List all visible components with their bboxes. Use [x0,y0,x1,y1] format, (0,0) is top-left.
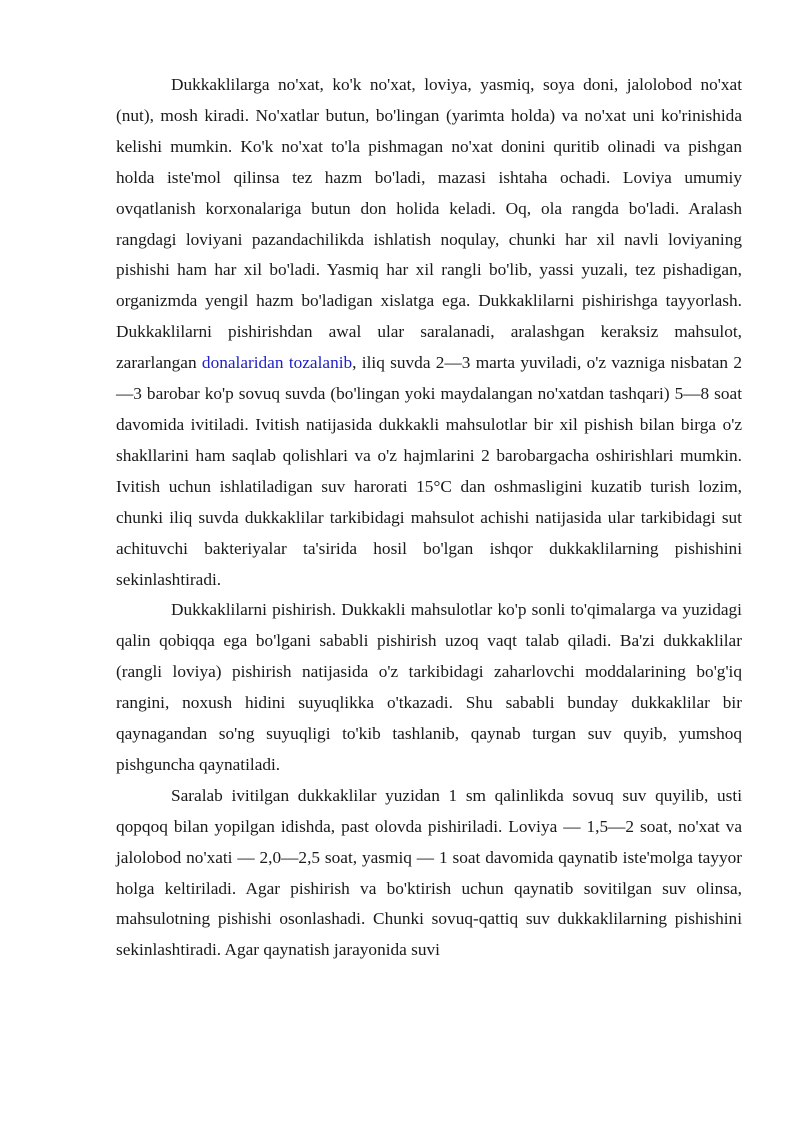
document-page [116,70,742,966]
hyperlink[interactable]: donalaridan tozalanib [201,353,353,373]
paragraph-legumes-cooking: Dukkaklilarni pishirish. Dukkakli mahsulotlar ko'p sonli to'qimalarga va yuzidagi qalin qobiqqa ega bo'lgani sababli pishirish uzoq vaqt talab qiladi. Ba'zi dukkaklilar (rangli loviya) pishirish natijasida o'z tarkibidagi zaharlovchi moddalarining bo'g'iq rangini, noxush hidini suyuqlikka o'tkazadi. Shu sababli bunday dukkaklilar bir qaynagandan so'ng suyuqligi to'kib tashlanib, qaynab turgan suv quyib, yumshoq pishguncha qaynatiladi. [116,600,742,774]
paragraph-cooking-times: Saralab ivitilgan dukkaklilar yuzidan 1 sm qalinlikda sovuq suv quyilib, usti qopqoq bilan yopilgan idishda, past olovda pishiriladi. Loviya — 1,5—2 soat, no'xat va jalolobod no'xati — 2,0—2,5 soat, yasmiq — 1 soat davomida qaynatib iste'molga tayyor holga keltiriladi. Agar pishirish va bo'ktirish uchun qaynatib sovitilgan suv olinsa, mahsulotning pishishi osonlashadi. Chunki sovuq-qattiq suv dukkaklilarning pishishini sekinlashtiradi. Agar qaynatish jarayonida suvi [116,785,742,960]
paragraph-text: Dukkaklilarga no'xat, ko'k no'xat, loviya, yasmiq, soya doni, jalolobod no'xat (nut), mosh kiradi. No'xatlar butun, bo'lingan (yarimta holda) va no'xat uni ko'rinishida kelishi mumkin. Ko'k no'xat to'la pishmagan no'xat donini quritib olinadi va pishgan holda iste'mol qilinsa tez hazm bo'ladi, mazasi ishtaha ochadi. Loviya umumiy ovqatlanish korxonalariga butun don holida keladi. Oq, ola rangda bo'ladi. Aralash rangdagi loviyani pazandachilikda ishlatish noqulay, chunki har xil navli loviyaning pishishi ham har xil bo'ladi. Yasmiq har xil rangli bo'lib, yassi yuzali, tez pishadigan, organizmda yengil hazm bo'ladigan xislatga ega. Dukkaklilarni pishirishga tayyorlash. Dukkaklilarni pishirishdan awal ular saralanadi, aralashgan keraksiz mahsulot, zararlangan [116,75,742,373]
paragraph-legumes-preparation [116,70,742,595]
paragraph-text: , iliq suvda 2—3 marta yuviladi, o'z vazniga nisbatan 2—3 barobar ko'p sovuq suvda (bo'lingan yoki maydalangan no'xatdan tashqari) 5—8 soat davomida ivitiladi. Ivitish natijasida dukkakli mahsulotlar bir xil pishish bilan birga o'z shakllarini ham saqlab qolishlari va o'z hajmlarini 2 barobargacha oshirishlari mumkin. Ivitish uchun ishlatiladigan suv harorati 15°C dan oshmasligini kuzatib turish lozim, chunki iliq suvda dukkaklilar tarkibidagi mahsulot achishi natijasida ular tarkibidagi sut achituvchi bakteriyalar ta'sirida hosil bo'lgan ishqor dukkaklilarning pishishini sekinlashtiradi. [116,353,743,589]
